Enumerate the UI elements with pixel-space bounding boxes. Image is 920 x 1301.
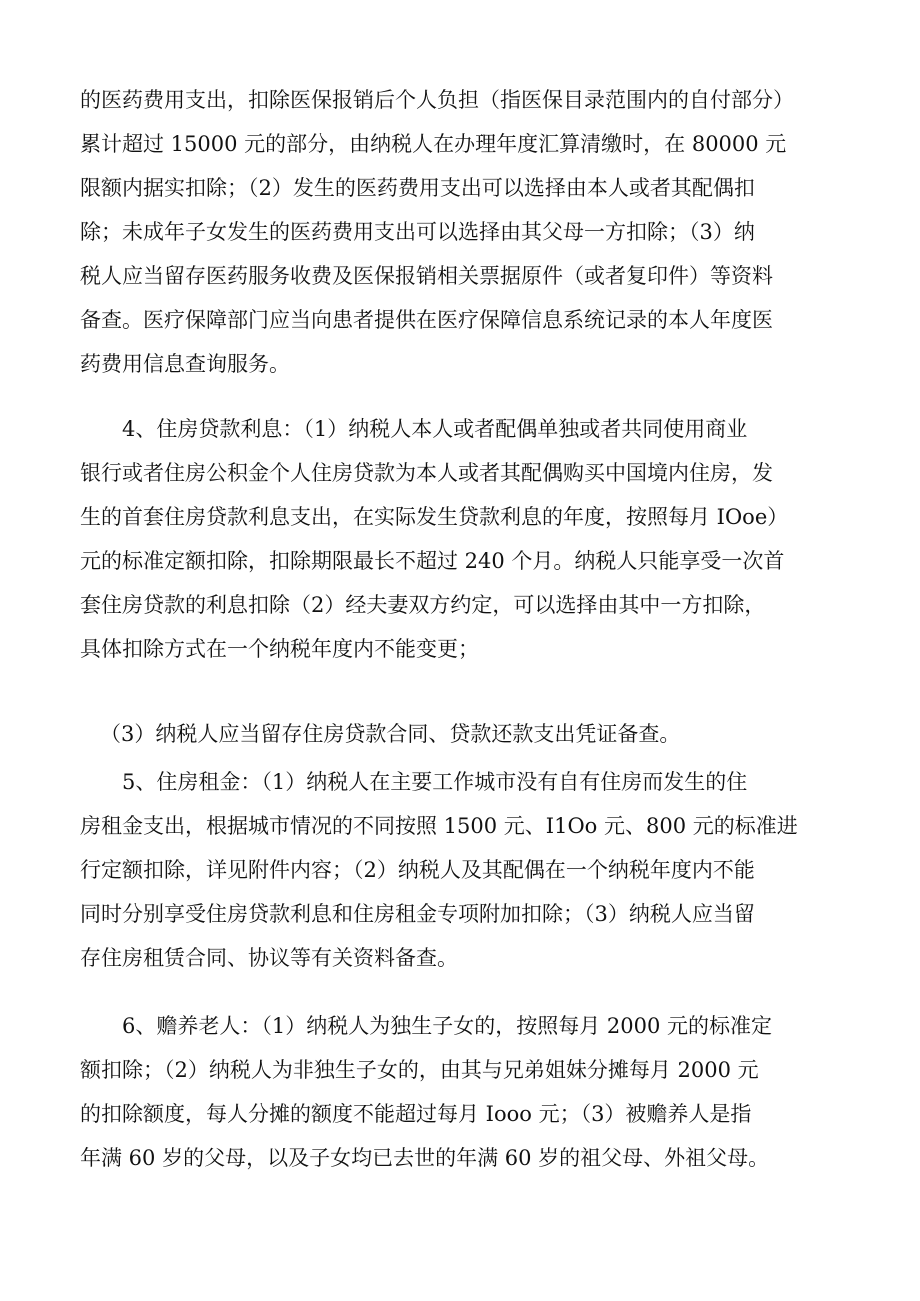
- text-line: 具体扣除方式在一个纳税年度内不能变更；: [80, 637, 479, 661]
- elderly-support-paragraph: [80, 1004, 845, 1180]
- text-line: 除；未成年子女发生的医药费用支出可以选择由其父母一方扣除；（3）纳: [80, 220, 755, 244]
- section-heading-line: 5、住房租金：（1）纳税人在主要工作城市没有自有住房而发生的住: [122, 770, 748, 794]
- text-line: 同时分别享受住房贷款利息和住房租金专项附加扣除；（3）纳税人应当留: [80, 902, 755, 926]
- text-line: 税人应当留存医药服务收费及医保报销相关票据原件（或者复印件）等资料: [80, 264, 773, 288]
- medical-expense-paragraph: [80, 78, 845, 386]
- text-line: 限额内据实扣除；（2）发生的医药费用支出可以选择由本人或者其配偶扣: [80, 176, 755, 200]
- text-line: 累计超过 15000 元的部分，由纳税人在办理年度汇算清缴时，在 80000 元: [80, 132, 787, 156]
- section-heading-line: 4、住房贷款利息：（1）纳税人本人或者配偶单独或者共同使用商业: [122, 417, 748, 441]
- text-line: 房租金支出，根据城市情况的不同按照 1500 元、I1Oo 元、800 元的标准进: [80, 814, 798, 838]
- housing-rent-paragraph: [80, 760, 845, 980]
- housing-loan-interest-paragraph: [80, 407, 845, 671]
- text-line: 的医药费用支出，扣除医保报销后个人负担（指医保目录范围内的自付部分）: [80, 88, 794, 112]
- text-line: 行定额扣除，详见附件内容；（2）纳税人及其配偶在一个纳税年度内不能: [80, 858, 755, 882]
- text-line: 的扣除额度，每人分摊的额度不能超过每月 Iooo 元；（3）被赡养人是指: [80, 1102, 752, 1126]
- text-line: （3）纳税人应当留存住房贷款合同、贷款还款支出凭证备查。: [100, 722, 681, 746]
- text-line: 额扣除；（2）纳税人为非独生子女的，由其与兄弟姐妹分摊每月 2000 元: [80, 1058, 759, 1082]
- text-line: 年满 60 岁的父母，以及子女均已去世的年满 60 岁的祖父母、外祖父母。: [80, 1146, 770, 1170]
- text-line: 套住房贷款的利息扣除（2）经夫妻双方约定，可以选择由其中一方扣除，: [80, 593, 766, 617]
- text-line: 银行或者住房公积金个人住房贷款为本人或者其配偶购买中国境内住房，发: [80, 461, 773, 485]
- text-line: 药费用信息查询服务。: [80, 352, 290, 376]
- section-heading-line: 6、赡养老人：（1）纳税人为独生子女的，按照每月 2000 元的标准定: [122, 1014, 773, 1038]
- text-line: 备查。医疗保障部门应当向患者提供在医疗保障信息系统记录的本人年度医: [80, 308, 773, 332]
- housing-loan-note-paragraph: [80, 712, 845, 756]
- text-line: 元的标准定额扣除，扣除期限最长不超过 240 个月。纳税人只能享受一次首: [80, 549, 785, 573]
- text-line: 存住房租赁合同、协议等有关资料备查。: [80, 946, 458, 970]
- text-line: 生的首套住房贷款利息支出，在实际发生贷款利息的年度，按照每月 IOoe）: [80, 505, 789, 529]
